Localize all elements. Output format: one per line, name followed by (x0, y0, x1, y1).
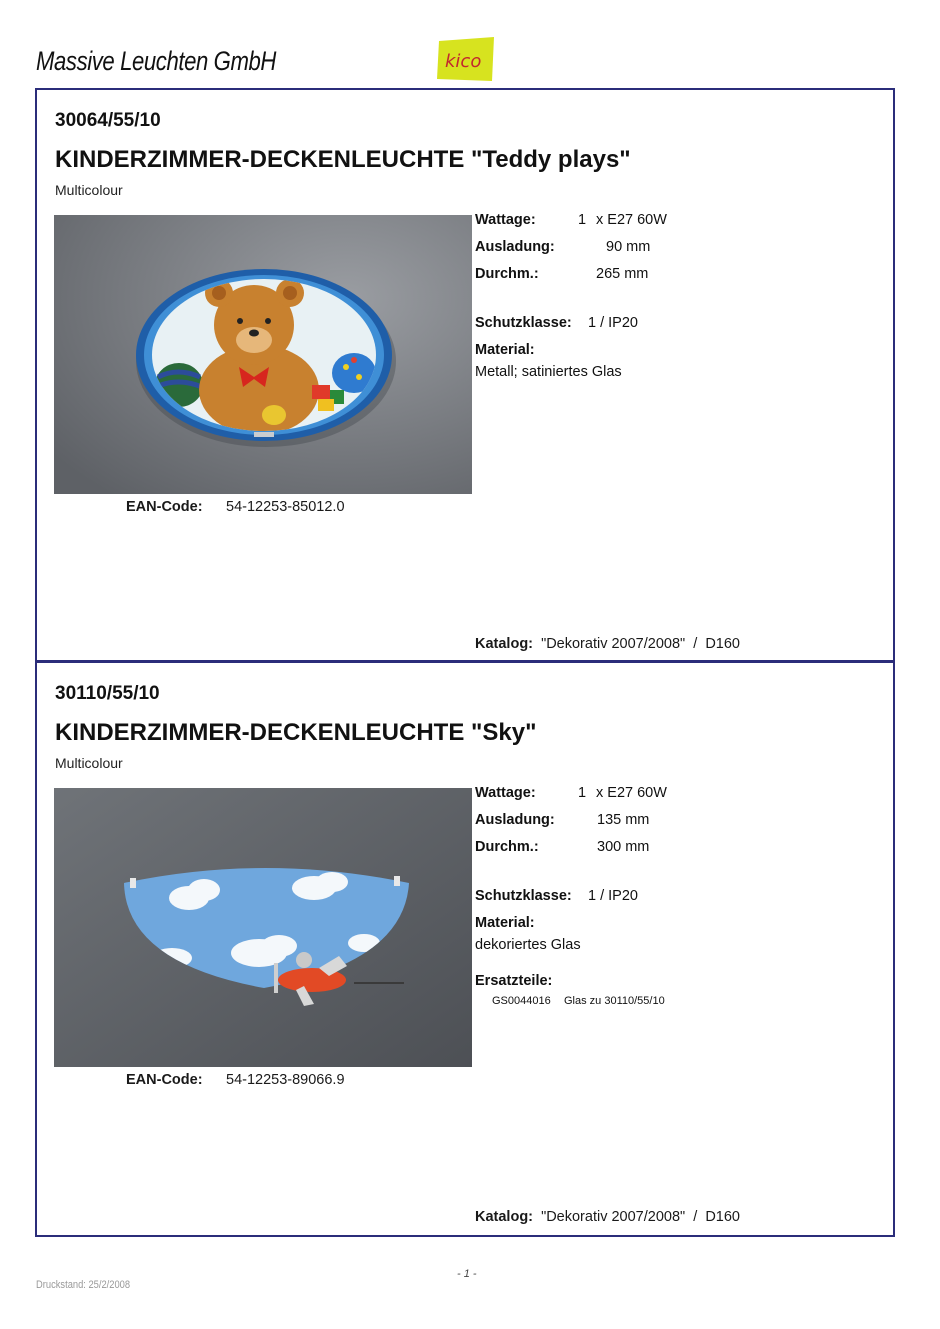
katalog-row (475, 636, 740, 652)
product-photo-sky (54, 788, 472, 1067)
product-title: KINDERZIMMER-DECKENLEUCHTE "Teddy plays" (55, 146, 631, 173)
ausladung-label: Ausladung: (475, 239, 555, 255)
wattage-label: Wattage: (475, 212, 536, 228)
product-card-teddy (35, 88, 895, 662)
product-card-sky (35, 661, 895, 1237)
logo-text: kico (445, 51, 482, 72)
durchm-label: Durchm.: (475, 266, 539, 282)
print-date: Druckstand: 25/2/2008 (36, 1279, 131, 1291)
wattage-count: 1 (578, 785, 587, 801)
wattage-value: x E27 60W (596, 785, 667, 801)
durchm-value: 300 mm (597, 839, 650, 855)
wattage-count: 1 (578, 212, 587, 228)
schutz-value: 1 / IP20 (588, 315, 638, 331)
schutz-value: 1 / IP20 (588, 888, 638, 904)
teddy-lamp-image (54, 215, 472, 494)
katalog-value: "Dekorativ 2007/2008" / D160 (541, 1209, 740, 1225)
ersatz-label: Ersatzteile: (475, 973, 553, 989)
katalog-row (475, 1209, 740, 1225)
material-value: Metall; satiniertes Glas (475, 364, 622, 380)
katalog-label: Katalog: (475, 636, 533, 652)
material-label: Material: (475, 915, 535, 931)
wattage-value: x E27 60W (596, 212, 667, 228)
schutz-label: Schutzklasse: (475, 888, 572, 904)
ersatz-desc: Glas zu 30110/55/10 (564, 995, 665, 1007)
ausladung-value: 90 mm (606, 239, 651, 255)
sky-lamp-image (54, 788, 472, 1067)
ausladung-label: Ausladung: (475, 812, 555, 828)
product-color: Multicolour (55, 182, 123, 198)
ersatz-code: GS0044016 (492, 995, 551, 1007)
wattage-label: Wattage: (475, 785, 536, 801)
page-number: - 1 - (457, 1268, 477, 1280)
ean-value: 54-12253-89066.9 (226, 1072, 345, 1088)
ean-label: EAN-Code: (126, 499, 203, 515)
ean-label: EAN-Code: (126, 1072, 203, 1088)
material-value: dekoriertes Glas (475, 937, 581, 953)
ean-row (126, 499, 345, 515)
ean-row (126, 1072, 345, 1088)
article-number: 30110/55/10 (55, 683, 160, 704)
article-number: 30064/55/10 (55, 110, 161, 131)
material-label: Material: (475, 342, 535, 358)
company-name: Massive Leuchten GmbH (36, 46, 276, 76)
katalog-value: "Dekorativ 2007/2008" / D160 (541, 636, 740, 652)
durchm-label: Durchm.: (475, 839, 539, 855)
product-color: Multicolour (55, 755, 123, 771)
ausladung-value: 135 mm (597, 812, 650, 828)
product-photo-teddy (54, 215, 472, 494)
katalog-label: Katalog: (475, 1209, 533, 1225)
schutz-label: Schutzklasse: (475, 315, 572, 331)
durchm-value: 265 mm (596, 266, 649, 282)
ean-value: 54-12253-85012.0 (226, 499, 345, 515)
product-title: KINDERZIMMER-DECKENLEUCHTE "Sky" (55, 719, 537, 746)
kico-logo (436, 37, 496, 83)
